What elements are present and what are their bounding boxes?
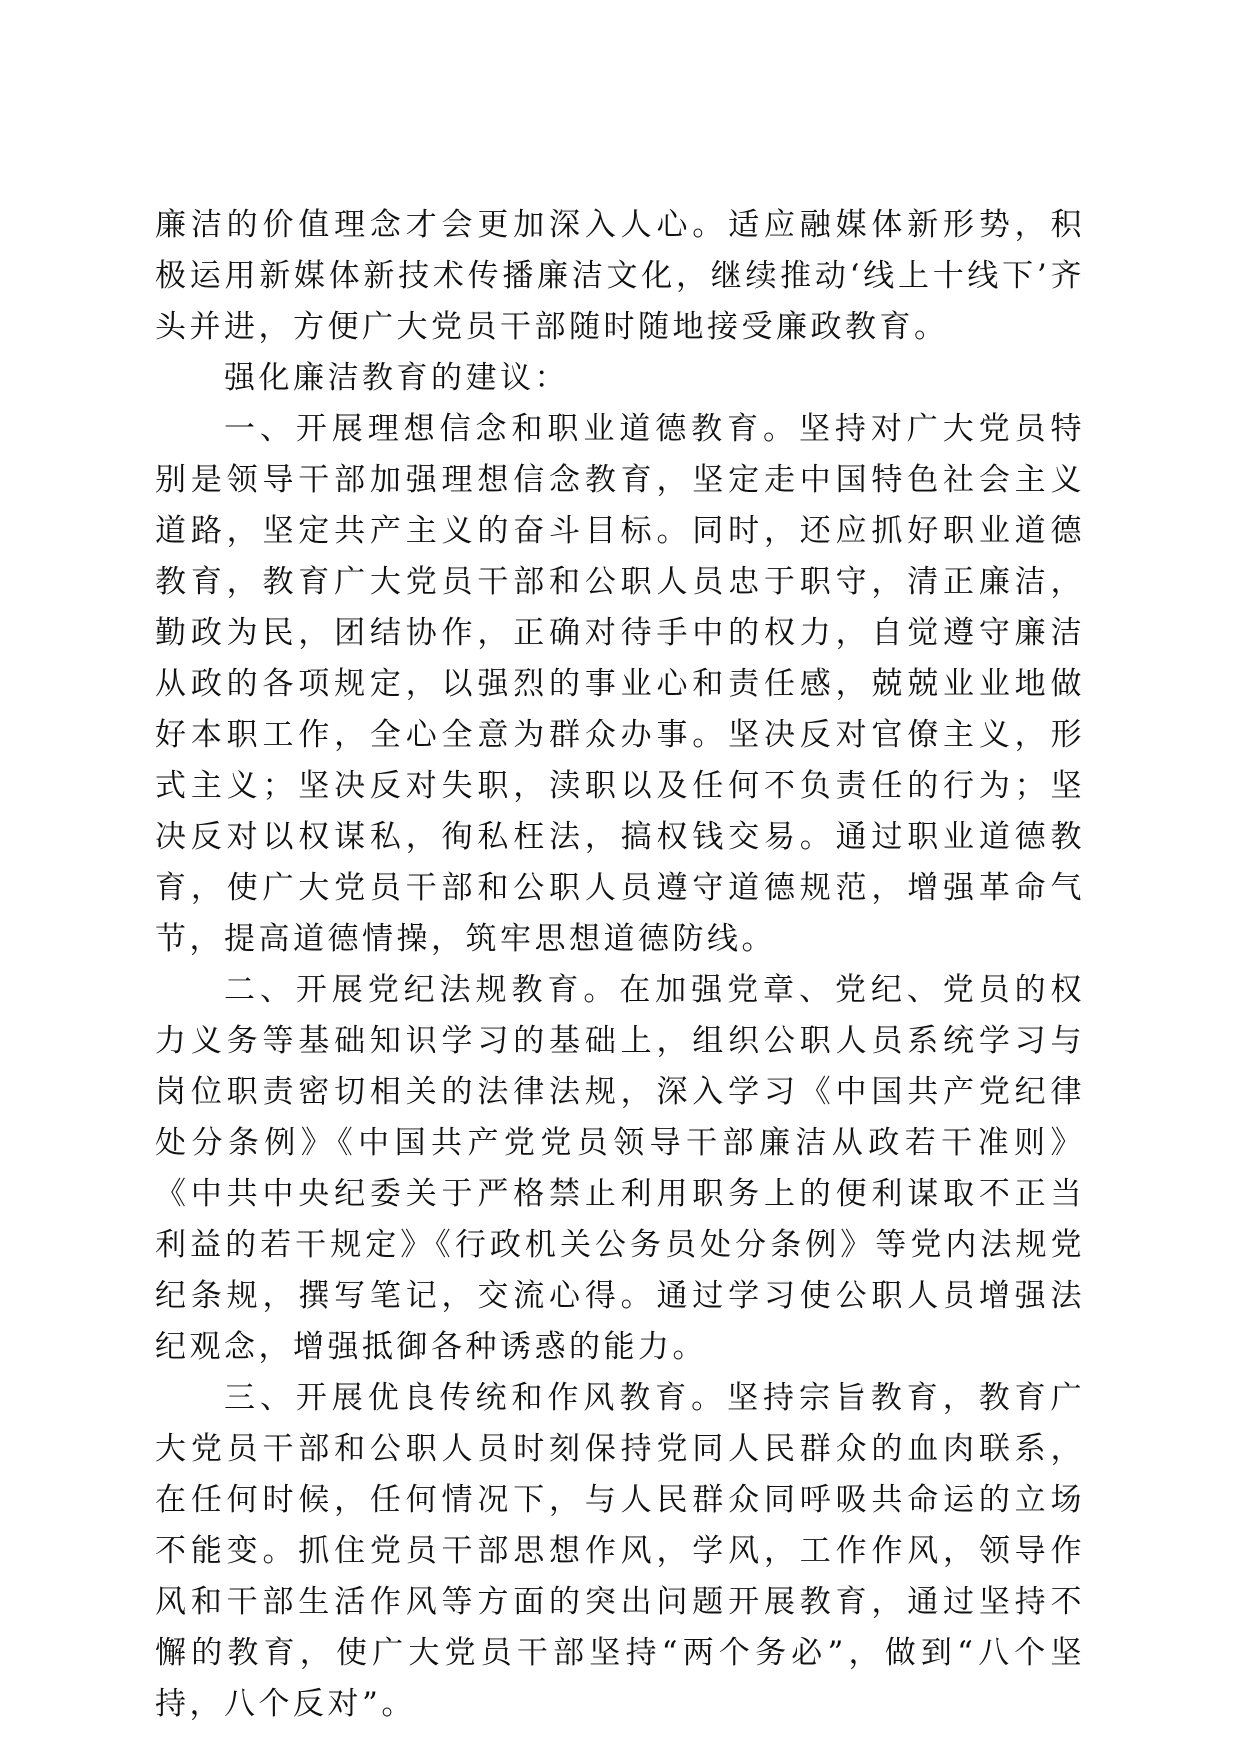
paragraph-suggestions-heading: 强化廉洁教育的建议： <box>224 360 569 396</box>
paragraph-item-two: 二、开展党纪法规教育。在加强党章、党纪、党员的权力义务等基础知识学习的基础上，组织公职人员系统学习与岗位职责密切相关的法律法规，深入学习《中国共产党纪律处分条例》《中国共产党党员领导干部廉洁从政若干准则》《中共中央纪委关于严格禁止利用职务上的便利谋取不正当利益的若干规定》《行政机关公务员处分条例》等党内法规党纪条规，撰写笔记，交流心得。通过学习使公职人员增强法纪观念，增强抵御各种诱惑的能力。 <box>155 972 1085 1365</box>
paragraph-item-three: 三、开展优良传统和作风教育。坚持宗旨教育，教育广大党员干部和公职人员时刻保持党同人民群众的血肉联系，在任何时候，任何情况下，与人民群众同呼吸共命运的立场不能变。抓住党员干部思想作风，学风，工作作风，领导作风和干部生活作风等方面的突出问题开展教育，通过坚持不懈的教育，使广大党员干部坚持“两个务必”，做到“八个坚持，八个反对”。 <box>155 1380 1085 1722</box>
document-body <box>155 200 1085 1730</box>
paragraph-continuation: 廉洁的价值理念才会更加深入人心。适应融媒体新形势，积极运用新媒体新技术传播廉洁文化，继续推动‘线上十线下’齐头并进，方便广大党员干部随时随地接受廉政教育。 <box>155 207 1085 345</box>
paragraph-item-one: 一、开展理想信念和职业道德教育。坚持对广大党员特别是领导干部加强理想信念教育，坚定走中国特色社会主义道路，坚定共产主义的奋斗目标。同时，还应抓好职业道德教育，教育广大党员干部和公职人员忠于职守，清正廉洁，勤政为民，团结协作，正确对待手中的权力，自觉遵守廉洁从政的各项规定，以强烈的事业心和责任感，兢兢业业地做好本职工作，全心全意为群众办事。坚决反对官僚主义，形式主义；坚决反对失职，渎职以及任何不负责任的行为；坚决反对以权谋私，徇私枉法，搞权钱交易。通过职业道德教育，使广大党员干部和公职人员遵守道德规范，增强革命气节，提高道德情操，筑牢思想道德防线。 <box>155 411 1085 957</box>
